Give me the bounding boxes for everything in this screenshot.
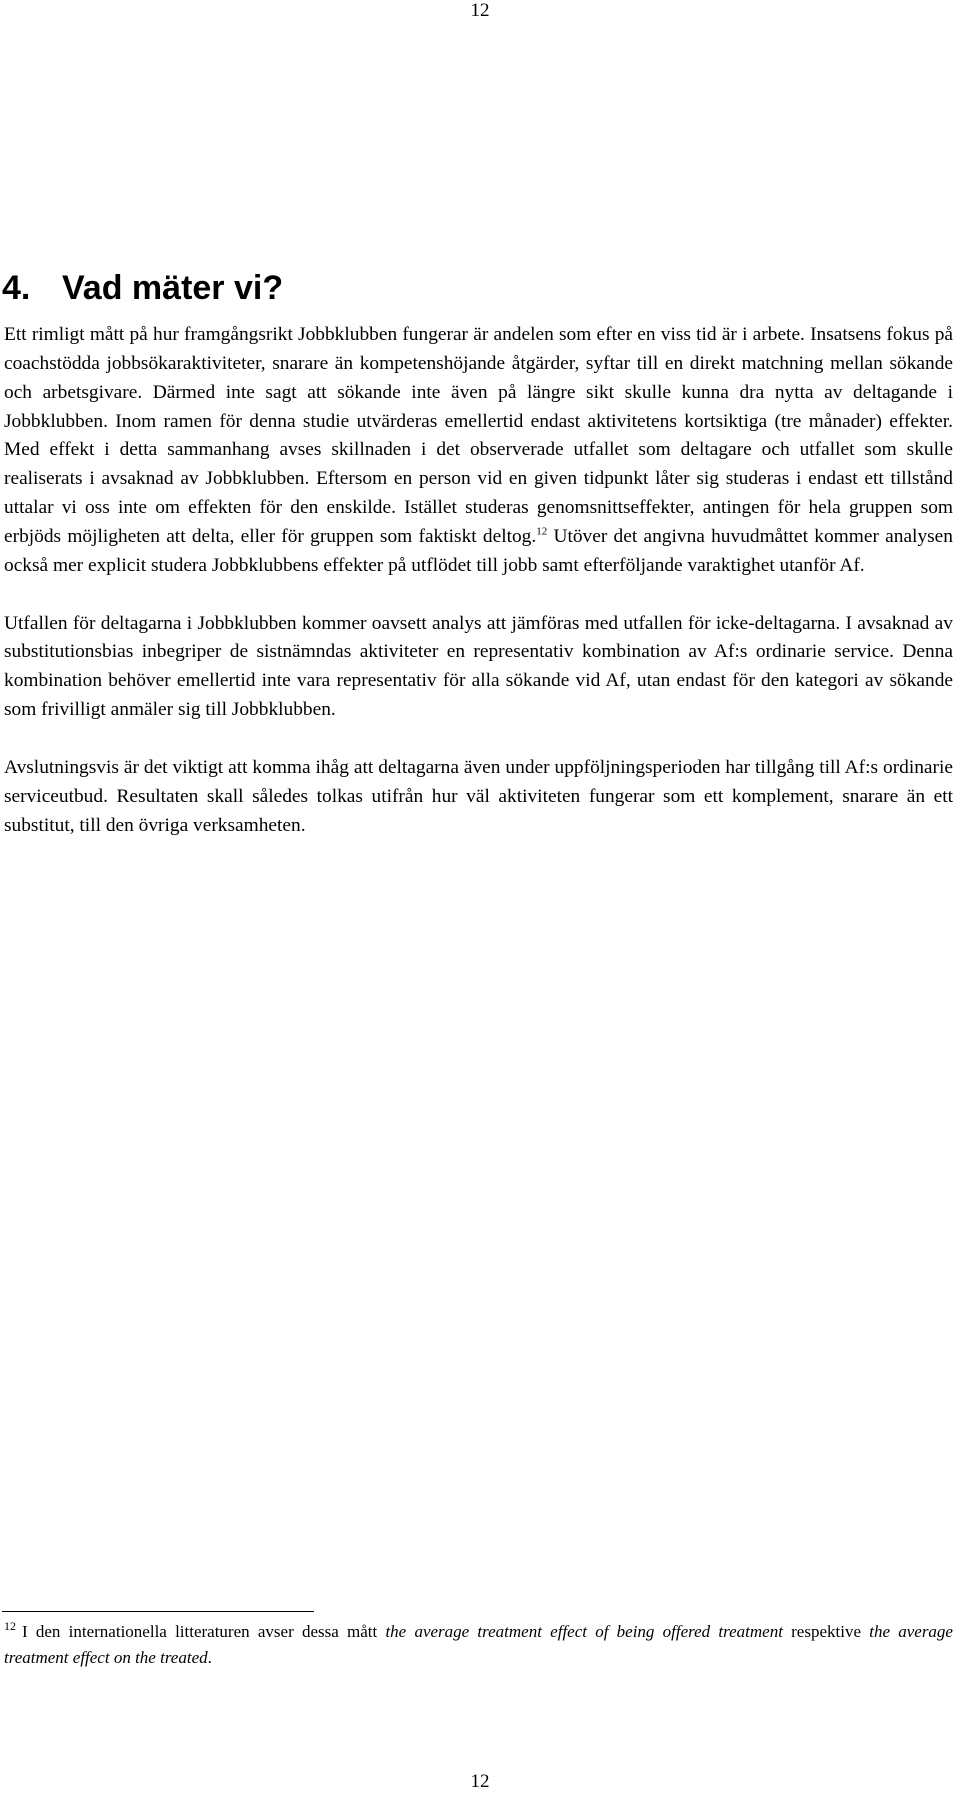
- paragraph-1-text-a: Ett rimligt mått på hur framgångsrikt Jobbklubben fungerar är andelen som efter en viss tid är i arbete. Insatsens fokus på coachstödda jobbsökaraktiviteter, snarare än kompetenshöjande åtgärder, syftar till en direkt matchning mellan sökande och arbetsgivare. Därmed inte sagt att sökande inte även på längre sikt skulle kunna dra nytta av deltagande i Jobbklubben. Inom ramen för denna studie utvärderas emellertid endast aktivitetens kortsiktiga (tre månader) effekter. Med effekt i detta sammanhang avses skillnaden i det observerade utfallet som deltagare och utfallet som skulle realiserats i avsaknad av Jobbklubben. Eftersom en person vid en given tidpunkt låter sig studeras i endast ett tillstånd uttalar vi oss inte om effekten för den enskilde. Istället studeras genomsnittseffekter, antingen för hela gruppen som erbjöds möjligheten att delta, eller för gruppen som faktiskt deltog.: [4, 324, 953, 547]
- section-number: 4.: [2, 269, 31, 307]
- footnote-text-3: .: [207, 1648, 212, 1667]
- body-text: [4, 321, 953, 841]
- section-heading: [2, 268, 283, 308]
- page-number-top: 12: [470, 0, 490, 21]
- footnote: [4, 1619, 953, 1671]
- footnote-text-2: respektive: [782, 1622, 870, 1641]
- paragraph-2: Utfallen för deltagarna i Jobbklubben kommer oavsett analys att jämföras med utfallen för icke-deltagarna. I avsaknad av substitutionsbias inbegriper de sistnämndas aktiviteter en representativ kombination av Af:s ordinarie service. Denna kombination behöver emellertid inte vara representativ för alla sökande vid Af, utan endast för den kategori av sökande som frivilligt anmäler sig till Jobbklubben.: [4, 612, 953, 721]
- footnote-italic-1: the average treatment effect of being offered treatment: [385, 1622, 783, 1641]
- paragraph-3: Avslutningsvis är det viktigt att komma ihåg att deltagarna även under uppföljningsperioden har tillgång till Af:s ordinarie serviceutbud. Resultaten skall således tolkas utifrån hur väl aktiviteten fungerar som ett komplement, snarare än ett substitut, till den övriga verksamheten.: [4, 756, 953, 836]
- page-number-bottom: 12: [470, 1771, 490, 1792]
- paragraph-1-text-b: Utöver det angivna huvudmåttet kommer analysen också mer explicit studera Jobbklubbens effekter på utflödet till jobb samt efterföljande varaktighet utanför Af.: [4, 525, 953, 576]
- section-title: Vad mäter vi?: [62, 269, 284, 307]
- footnote-text-1: I den internationella litteraturen avser dessa mått: [22, 1622, 386, 1641]
- footnote-italic-2: the average treatment effect on the treated: [4, 1622, 953, 1667]
- footnote-marker: 12: [4, 1619, 16, 1634]
- paragraph-1: [4, 321, 953, 581]
- footnote-divider: [2, 1611, 314, 1612]
- footnote-reference[interactable]: 12: [536, 525, 548, 538]
